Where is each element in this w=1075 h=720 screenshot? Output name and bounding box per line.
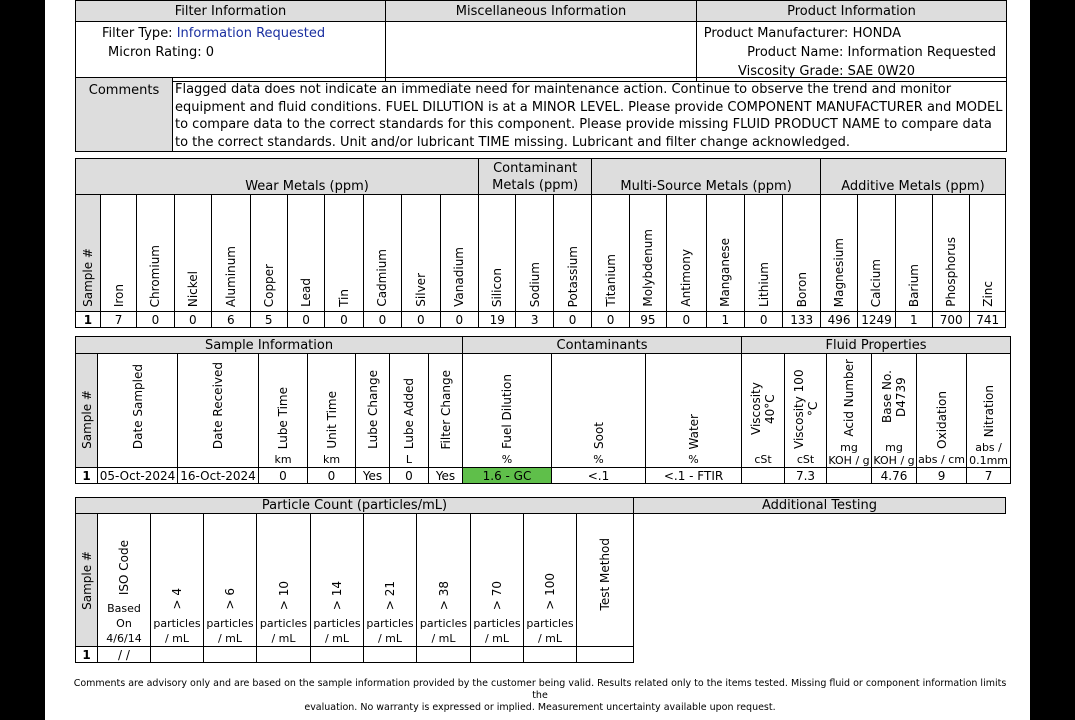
disclaimer-line2: evaluation. No warranty is expressed or implied. Measurement uncertainty available upon request. [304,702,776,713]
particle-value-21 [364,647,417,663]
metal-header-lithium [745,195,783,312]
product-name-value: Information Requested [847,45,996,60]
sample-unit: % [688,453,699,466]
particle-header-4 [151,514,204,647]
sample-header-unit-time [308,354,356,468]
particle-header-sample [76,514,98,647]
manufacturer-label: Product Manufacturer: [703,26,849,41]
sample-info-group: Sample Information [76,337,463,354]
metal-header-label: Zinc [980,281,995,307]
sample-unit: cSt [796,453,815,466]
metal-value-copper: 5 [250,312,287,328]
metal-header-label: Manganese [718,238,733,307]
metal-value-boron: 133 [783,312,820,328]
sample-value-sample: 1 [76,468,98,484]
metal-header-label: Vanadium [452,247,467,307]
sample-value-oxidation: 9 [917,468,967,484]
sample-table [75,336,1011,484]
particle-value-100 [524,647,577,663]
particle-value-iso-code: / / [98,647,151,663]
sample-unit: % [593,453,604,466]
metal-header-label: Aluminum [223,245,238,307]
metal-header-boron [783,195,820,312]
metal-header-label: Silver [413,273,428,307]
sample-header-date-sampled [98,354,178,468]
manufacturer-value: HONDA [852,26,901,41]
particle-unit: particles / mL [206,617,254,645]
sample-value-lube-change: Yes [356,468,390,484]
sample-value-soot: <.1 [552,468,646,484]
sample-value-viscosity-40-c [742,468,785,484]
metal-value-barium: 1 [895,312,932,328]
metal-value-magnesium: 496 [820,312,857,328]
metal-header-vanadium [440,195,478,312]
sample-header-label: Lube Time [276,386,290,449]
particle-value-test-method [577,647,634,663]
sample-header-label: Fuel Dilution [500,374,515,449]
particle-header-label: > 70 [490,580,504,610]
metal-header-label: Barium [906,263,921,307]
sample-header-acid-number [827,354,872,468]
sample-unit: mg KOH / g [873,441,915,467]
metal-header-tin [325,195,363,312]
metal-header-barium [895,195,932,312]
particle-value-38 [417,647,471,663]
metal-value-chromium: 0 [137,312,174,328]
particle-header-label: > 10 [276,580,291,610]
metal-value-vanadium: 0 [440,312,478,328]
sample-header-label: Acid Number [842,359,857,437]
particle-header-label: ISO Code [117,539,131,595]
metal-header-sodium [516,195,553,312]
sample-header-viscosity-40-c [742,354,785,468]
sample-unit: abs / 0.1mm [969,441,1009,467]
sample-value-acid-number [827,468,872,484]
metal-header-label: Titanium [603,254,618,307]
metal-header-label: Tin [337,289,351,307]
metal-header-label: Nickel [185,270,200,307]
metal-header-label: Cadmium [375,249,390,307]
additional-testing-table [633,497,1006,514]
sample-header-lube-time [259,354,308,468]
particle-header-label: > 4 [170,588,184,610]
metal-header-manganese [706,195,744,312]
metal-header-antimony [667,195,706,312]
metal-header-copper [250,195,287,312]
metal-header-label: Molybdenum [640,229,655,307]
metal-header-calcium [858,195,895,312]
particle-header-test-method [577,514,634,647]
metal-value-manganese: 1 [706,312,744,328]
sample-header-sample [76,354,98,468]
sample-unit: km [274,453,292,466]
disclaimer [65,678,1015,714]
metal-value-titanium: 0 [592,312,629,328]
sample-value-nitration: 7 [967,468,1011,484]
contaminant-metals-line2: Metals (ppm) [492,178,579,193]
particle-header-70 [471,514,524,647]
particle-header-label: Sample # [79,551,94,610]
metal-header-titanium [592,195,629,312]
sample-header-label: Soot [591,421,606,449]
metal-header-label: Sample # [80,248,95,307]
comments-label: Comments [76,78,173,152]
metal-header-phosphorus [933,195,970,312]
additional-testing-title: Additional Testing [634,498,1006,514]
particle-header-38 [417,514,471,647]
particle-header-label: > 6 [223,588,237,610]
metal-header-chromium [137,195,174,312]
sample-header-label: Lube Added [402,377,416,449]
metal-value-silver: 0 [402,312,440,328]
sample-header-soot [552,354,646,468]
product-info-body [697,22,1007,82]
metal-header-sample [76,195,101,312]
metal-header-iron [100,195,136,312]
metal-value-molybdenum: 95 [629,312,666,328]
metal-value-potassium: 0 [553,312,591,328]
particle-table [75,497,634,663]
particle-header-6 [204,514,257,647]
particle-unit: particles / mL [259,617,308,645]
sample-header-label: Date Received [211,361,225,449]
sample-header-base-no-d4739 [872,354,917,468]
sample-header-label: Water [686,413,701,449]
comments-table [75,77,1007,152]
metal-header-label: Lead [299,278,314,307]
metal-header-label: Lithium [756,262,771,307]
metal-value-antimony: 0 [667,312,706,328]
micron-label: Micron Rating: [108,45,202,60]
sample-value-lube-time: 0 [259,468,308,484]
sample-header-nitration [967,354,1011,468]
particle-unit: particles / mL [526,617,574,645]
metal-value-lithium: 0 [745,312,783,328]
sample-header-label: Filter Change [438,369,453,449]
particle-count-group: Particle Count (particles/mL) [76,498,634,514]
metal-header-label: Potassium [565,245,580,307]
sample-header-label: Date Sampled [130,363,145,449]
fluid-properties-group: Fluid Properties [742,337,1011,354]
sample-value-water: <.1 - FTIR [646,468,742,484]
particle-value-sample: 1 [76,647,98,663]
metal-header-magnesium [820,195,857,312]
metal-header-label: Chromium [148,244,163,307]
particle-header-label: Test Method [598,537,612,610]
metal-header-label: Boron [794,271,809,307]
metal-header-label: Phosphorus [944,237,959,307]
viscosity-grade-label: Viscosity Grade: [738,64,844,79]
filter-type-label: Filter Type: [102,26,173,41]
metal-header-label: Iron [111,283,126,307]
sample-value-lube-added: 0 [390,468,429,484]
metal-value-sample: 1 [76,312,101,328]
metal-header-silver [402,195,440,312]
viscosity-grade-value: SAE 0W20 [847,64,915,79]
sample-value-date-sampled: 05-Oct-2024 [98,468,178,484]
metal-value-iron: 7 [100,312,136,328]
particle-header-label: > 21 [383,580,397,610]
sample-header-label: Unit Time [324,391,339,449]
particle-header-label: > 100 [543,573,557,610]
sample-header-viscosity-100-c [785,354,827,468]
filter-info-body [76,22,386,82]
metal-value-zinc: 741 [970,312,1006,328]
sample-value-fuel-dilution: 1.6 - GC [463,468,552,484]
sample-unit: cSt [754,453,772,466]
particle-unit: particles / mL [313,617,361,645]
sample-header-lube-change [356,354,390,468]
metal-header-molybdenum [629,195,666,312]
sample-unit: L [405,453,413,466]
particle-unit: Based On 4/6/14 [106,602,142,645]
sample-unit: % [501,453,513,466]
contaminants-group: Contaminants [463,337,742,354]
particle-header-100 [524,514,577,647]
sample-header-oxidation [917,354,967,468]
metal-value-lead: 0 [287,312,324,328]
particle-unit: particles / mL [153,617,201,645]
metal-value-nickel: 0 [174,312,211,328]
particle-header-iso-code [98,514,151,647]
sample-value-viscosity-100-c: 7.3 [785,468,827,484]
metal-header-silicon [479,195,516,312]
metal-value-aluminum: 6 [212,312,250,328]
sample-value-date-received: 16-Oct-2024 [178,468,259,484]
product-info-title: Product Information [697,1,1007,22]
sample-header-label: Nitration [981,384,996,437]
metal-header-label: Magnesium [832,237,847,307]
sample-header-lube-added [390,354,429,468]
particle-value-4 [151,647,204,663]
metal-header-zinc [970,195,1006,312]
metal-header-label: Copper [261,263,276,307]
metal-value-calcium: 1249 [858,312,895,328]
particle-header-21 [364,514,417,647]
micron-value: 0 [205,45,215,60]
metal-value-sodium: 3 [516,312,553,328]
metal-value-phosphorus: 700 [933,312,970,328]
sample-header-label: Base No. D4739 [880,370,909,424]
wear-metals-group: Wear Metals (ppm) [76,159,479,195]
metal-header-nickel [174,195,211,312]
sample-header-label: Viscosity 40°C [749,382,778,436]
metal-value-silicon: 19 [479,312,516,328]
metal-header-label: Antimony [679,249,694,307]
sample-value-base-no-d4739: 4.76 [872,468,917,484]
particle-value-6 [204,647,257,663]
comments-text: Flagged data does not indicate an immediate need for maintenance action. Continue to observe the trend and monitor equipment and fluid conditions. FUEL DILUTION is at a MINOR LEVEL. Please provide COMPONENT MANUFACTURER and MODEL to compare data to the correct standards for this component. Please provide missing FLUID PRODUCT NAME to compare data to the correct standards. Unit and/or lubricant TIME missing. Lubricant and filter change acknowledged. [173,78,1007,152]
particle-unit: particles / mL [366,617,414,645]
particle-value-10 [257,647,311,663]
oil-analysis-report [45,0,1030,720]
metal-value-cadmium: 0 [363,312,401,328]
sample-unit: km [322,453,341,466]
disclaimer-line1: Comments are advisory only and are based on the sample information provided by the customer being valid. Results related only to the items tested. Missing fluid or component information limits the [73,678,1007,701]
particle-unit: particles / mL [419,617,468,645]
particle-header-label: > 38 [436,580,451,610]
header-table [75,0,1007,82]
particle-header-label: > 14 [330,580,344,610]
contaminant-metals-group [479,159,592,195]
metal-header-aluminum [212,195,250,312]
sample-value-unit-time: 0 [308,468,356,484]
multi-source-group: Multi-Source Metals (ppm) [592,159,821,195]
sample-unit: mg KOH / g [828,441,870,467]
contaminant-metals-line1: Contaminant [493,161,578,176]
sample-header-label: Lube Change [365,370,380,449]
metal-header-lead [287,195,324,312]
filter-info-title: Filter Information [76,1,386,22]
sample-header-label: Oxidation [934,391,949,449]
sample-header-label: Sample # [79,390,94,449]
particle-header-14 [311,514,364,647]
misc-info-body [386,22,697,82]
misc-info-title: Miscellaneous Information [386,1,697,22]
filter-type-value: Information Requested [176,26,326,41]
particle-unit: particles / mL [473,617,521,645]
metal-value-tin: 0 [325,312,363,328]
metal-header-potassium [553,195,591,312]
metals-table [75,158,1006,328]
sample-header-fuel-dilution [463,354,552,468]
product-name-label: Product Name: [747,45,844,60]
particle-value-14 [311,647,364,663]
metal-header-label: Silicon [490,267,505,307]
metal-header-label: Calcium [869,258,884,307]
sample-header-water [646,354,742,468]
sample-unit: abs / cm [918,453,965,466]
metal-header-cadmium [363,195,401,312]
sample-header-date-received [178,354,259,468]
sample-header-label: Viscosity 100 °C [791,369,820,449]
metal-header-label: Sodium [527,261,542,307]
particle-header-10 [257,514,311,647]
particle-value-70 [471,647,524,663]
sample-value-filter-change: Yes [429,468,463,484]
sample-header-filter-change [429,354,463,468]
additive-metals-group: Additive Metals (ppm) [820,159,1005,195]
